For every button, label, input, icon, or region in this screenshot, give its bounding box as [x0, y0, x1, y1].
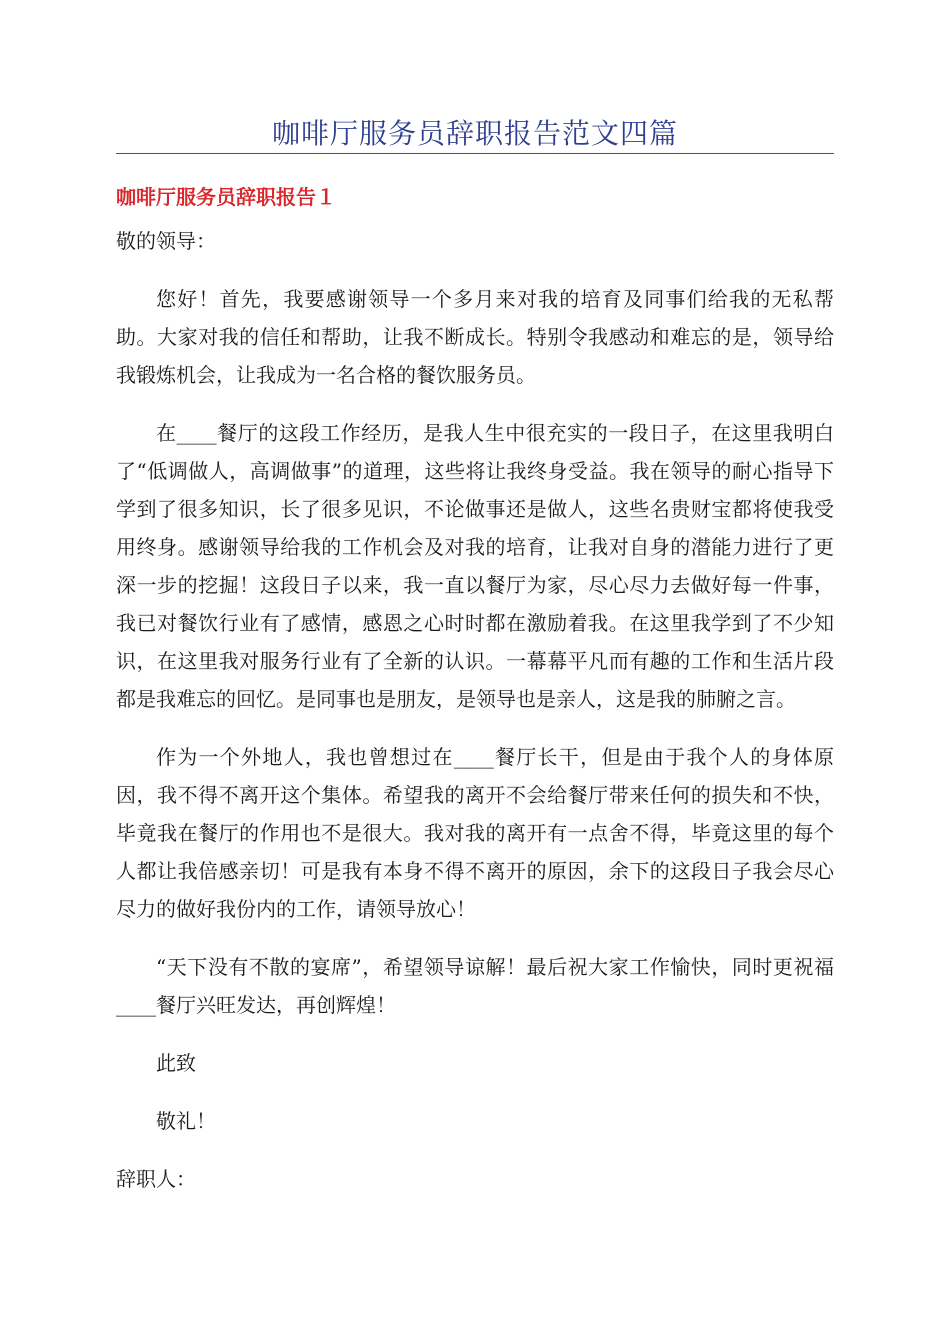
- signature-label: 辞职人：: [116, 1167, 196, 1191]
- document-title: 咖啡厅服务员辞职报告范文四篇: [271, 117, 678, 150]
- closing-regards: 此致: [156, 1051, 196, 1075]
- paragraph-1: 您好！首先，我要感谢领导一个多月来对我的培育及同事们给我的无私帮助。大家对我的信任和帮助，让我不断成长。特别令我感动和难忘的是，领导给我锻炼机会，让我成为一名合格的餐饮服务员。: [116, 287, 834, 387]
- paragraph-2: 在____餐厅的这段工作经历，是我人生中很充实的一段日子，在这里我明白了“低调做人，高调做事”的道理，这些将让我终身受益。我在领导的耐心指导下学到了很多知识，长了很多见识，不论做事还是做人，这些名贵财宝都将使我受用终身。感谢领导给我的工作机会及对我的培育，让我对自身的潜能力进行了更深一步的挖掘！这段日子以来，我一直以餐厅为家，尽心尽力去做好每一件事，我已对餐饮行业有了感情，感恩之心时时都在激励着我。在这里我学到了不少知识，在这里我对服务行业有了全新的认识。一幕幕平凡而有趣的工作和生活片段都是我难忘的回忆。是同事也是朋友，是领导也是亲人，这是我的肺腑之言。: [116, 421, 834, 711]
- title-divider: [116, 153, 834, 154]
- paragraph-4: “天下没有不散的宴席”，希望领导谅解！最后祝大家工作愉快，同时更祝福____餐厅兴旺发达，再创辉煌！: [116, 955, 834, 1017]
- paragraph-3: 作为一个外地人，我也曾想过在____餐厅长干，但是由于我个人的身体原因，我不得不离开这个集体。希望我的离开不会给餐厅带来任何的损失和不快，毕竟我在餐厅的作用也不是很大。我对我的离开有一点舍不得，毕竟这里的每个人都让我倍感亲切！可是我有本身不得不离开的原因，余下的这段日子我会尽心尽力的做好我份内的工作，请领导放心！: [116, 745, 834, 921]
- salutation: 敬的领导：: [116, 229, 216, 253]
- closing-salute: 敬礼！: [156, 1109, 216, 1133]
- section-heading: 咖啡厅服务员辞职报告１: [116, 185, 336, 209]
- letter-body: [116, 222, 834, 1198]
